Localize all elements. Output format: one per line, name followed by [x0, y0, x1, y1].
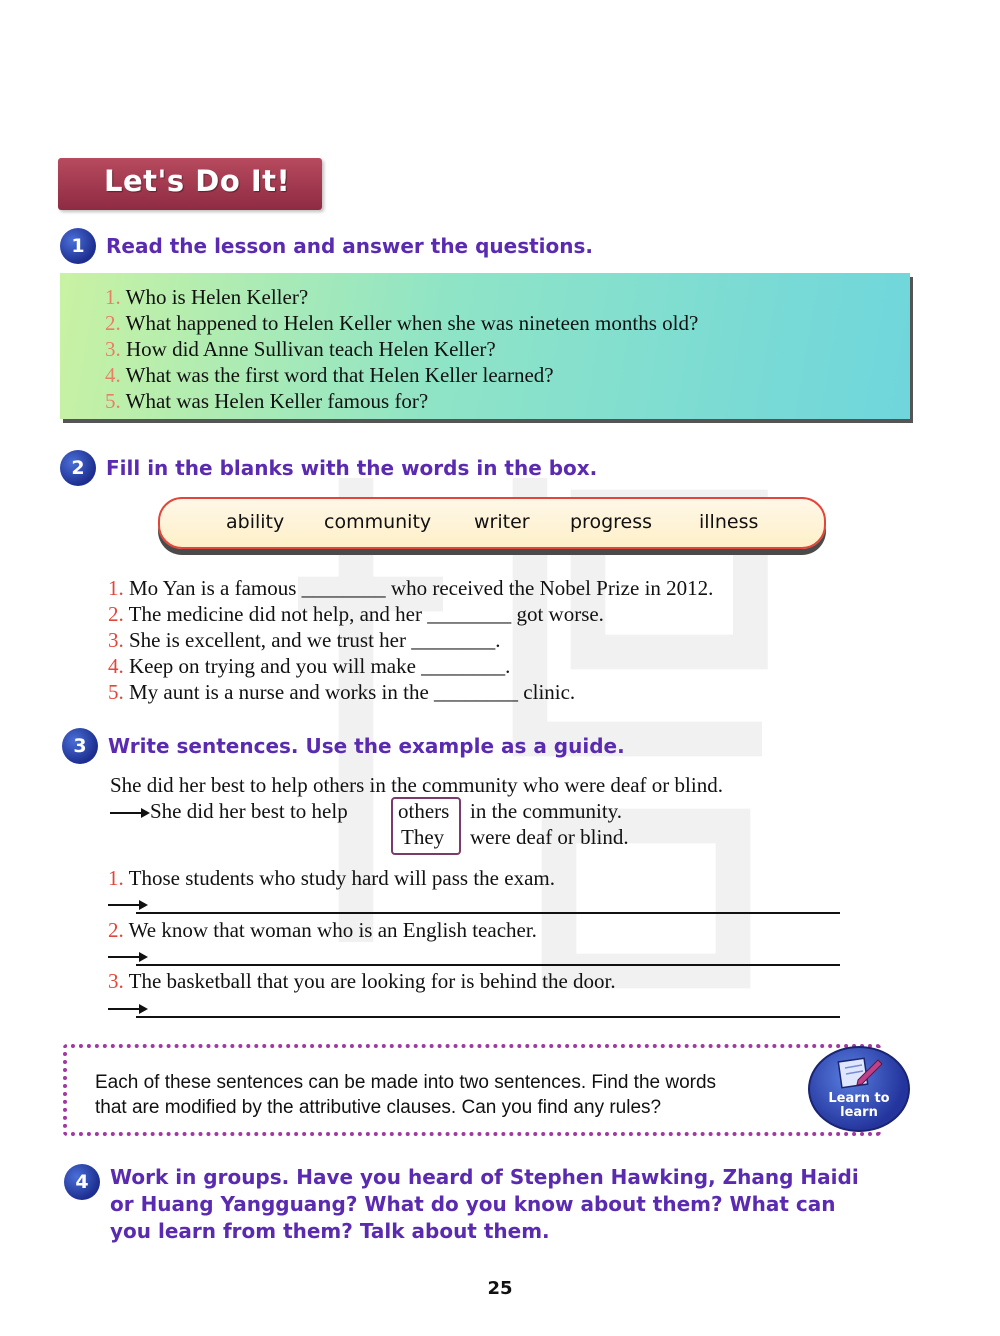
section-4-line-2: or Huang Yangguang? What do you know about them? What can: [110, 1192, 836, 1216]
item-text: How did Anne Sullivan teach Helen Keller?: [126, 337, 496, 361]
badge-text: [810, 1092, 908, 1120]
page-number: 25: [487, 1278, 513, 1299]
answer-line-1[interactable]: [108, 898, 840, 914]
item-text: Keep on trying and you will make ________.: [129, 654, 511, 678]
list-item: [105, 336, 698, 362]
list-item: [108, 601, 713, 627]
questions-box: [60, 273, 910, 419]
arrow-icon: [110, 806, 150, 820]
arrow-icon: [108, 1002, 148, 1016]
item-text: Those students who study hard will pass the exam.: [128, 866, 555, 890]
example-original: She did her best to help others in the community who were deaf or blind.: [110, 773, 723, 797]
example-boxed-word-1: others: [398, 799, 450, 823]
section-3-title: Write sentences. Use the example as a guide.: [108, 734, 625, 758]
item-number: 5.: [108, 680, 124, 704]
item-text: Mo Yan is a famous ________ who received the Nobel Prize in 2012.: [129, 576, 714, 600]
item-text: She is excellent, and we trust her ________.: [129, 628, 501, 652]
item-text: We know that woman who is an English teacher.: [128, 918, 537, 942]
notebook-pencil-icon: [832, 1054, 886, 1092]
task-1: [108, 866, 555, 891]
word-box: [158, 497, 826, 549]
word-ability: ability: [226, 511, 285, 533]
section-3-number: 3: [62, 728, 98, 764]
list-item: [105, 388, 698, 414]
item-number: 3.: [105, 337, 121, 361]
word-writer: writer: [474, 511, 530, 533]
lets-do-it-banner: [58, 158, 322, 210]
section-4-number: 4: [64, 1164, 100, 1200]
section-2-heading: [60, 450, 597, 486]
item-text: Who is Helen Keller?: [125, 285, 309, 309]
item-number: 5.: [105, 389, 121, 413]
item-number: 1.: [108, 576, 124, 600]
word-community: community: [324, 511, 432, 533]
word-illness: illness: [699, 511, 759, 533]
section-1-title: Read the lesson and answer the questions.: [106, 234, 594, 258]
example-line-1: [110, 799, 348, 824]
badge-line-1: Learn to: [828, 1091, 890, 1106]
tip-text: [95, 1070, 716, 1120]
item-number: 1.: [105, 285, 121, 309]
arrow-icon: [108, 898, 148, 912]
item-number: 2.: [108, 918, 124, 942]
section-2-title: Fill in the blanks with the words in the box.: [106, 456, 598, 480]
tip-line-2: that are modified by the attributive clauses. Can you find any rules?: [95, 1097, 662, 1118]
learn-to-learn-box: [63, 1044, 881, 1136]
task-2: [108, 918, 537, 943]
list-item: [108, 627, 713, 653]
banner-title: Let's Do It!: [104, 164, 291, 198]
item-text: The medicine did not help, and her ________ got worse.: [128, 602, 604, 626]
arrow-icon: [108, 950, 148, 964]
item-text: The basketball that you are looking for is behind the door.: [128, 969, 616, 993]
section-4-line-1: Work in groups. Have you heard of Stephen Hawking, Zhang Haidi: [110, 1165, 859, 1189]
item-text: My aunt is a nurse and works in the ________ clinic.: [129, 680, 576, 704]
item-number: 3.: [108, 969, 124, 993]
section-1-heading: [60, 228, 593, 264]
item-text: What happened to Helen Keller when she was nineteen months old?: [125, 311, 699, 335]
list-item: [108, 575, 713, 601]
example-boxed-word-2: They: [401, 825, 445, 849]
item-number: 3.: [108, 628, 124, 652]
item-number: 2.: [108, 602, 124, 626]
word-progress: progress: [570, 511, 653, 533]
section-3-heading: [62, 728, 625, 764]
item-number: 2.: [105, 311, 121, 335]
learn-to-learn-badge: [808, 1046, 910, 1132]
example-text-1b: in the community.: [470, 799, 623, 823]
example-text: She did her best to help: [150, 799, 348, 823]
answer-line-3[interactable]: [108, 1002, 840, 1018]
item-text: What was the first word that Helen Keller learned?: [125, 363, 554, 387]
list-item: [105, 284, 698, 310]
item-number: 4.: [108, 654, 124, 678]
task-3: [108, 969, 616, 994]
item-number: 4.: [105, 363, 121, 387]
fill-in-list: [108, 575, 713, 705]
question-list: [105, 284, 698, 414]
item-text: What was Helen Keller famous for?: [125, 389, 429, 413]
list-item: [105, 310, 698, 336]
answer-line-2[interactable]: [108, 950, 840, 966]
example-highlight-box: [391, 797, 461, 855]
example-text-2b: were deaf or blind.: [470, 825, 629, 849]
item-number: 1.: [108, 866, 124, 890]
list-item: [108, 653, 713, 679]
section-2-number: 2: [60, 450, 96, 486]
list-item: [105, 362, 698, 388]
tip-line-1: Each of these sentences can be made into two sentences. Find the words: [95, 1072, 717, 1093]
section-1-number: 1: [60, 228, 96, 264]
list-item: [108, 679, 713, 705]
section-4-line-3: you learn from them? Talk about them.: [110, 1219, 550, 1243]
section-4-title: [110, 1164, 910, 1245]
section-4-heading: [64, 1164, 910, 1245]
badge-line-2: learn: [840, 1105, 878, 1120]
